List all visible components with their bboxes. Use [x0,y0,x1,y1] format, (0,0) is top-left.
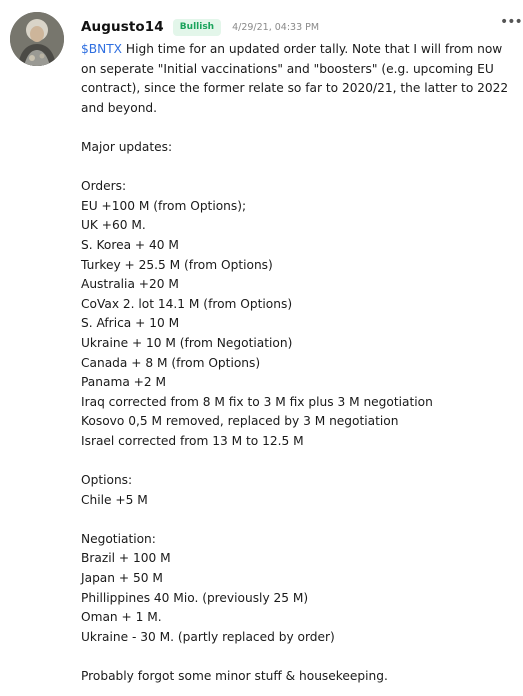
list-item: Ukraine + 10 M (from Negotiation) [81,335,293,350]
post-body [81,40,517,687]
list-item: Turkey + 25.5 M (from Options) [81,257,273,272]
list-item: Canada + 8 M (from Options) [81,355,261,370]
username[interactable]: Augusto14 [81,19,164,35]
list-item: Iraq corrected from 8 M fix to 3 M fix plus 3 M negotiation [81,394,433,409]
list-item: Japan + 50 M [81,571,163,586]
timestamp[interactable]: 4/29/21, 04:33 PM [232,21,320,33]
list-item: S. Africa + 10 M [81,316,180,331]
closing-text: Probably forgot some minor stuff & housekeeping. [81,669,388,683]
ellipsis-icon: ••• [500,14,522,30]
orders-heading: Orders: [81,179,127,194]
list-item: Oman + 1 M. [81,610,162,625]
more-options-button[interactable] [500,13,522,33]
avatar[interactable] [10,12,64,66]
cashtag-link[interactable]: $BNTX [81,42,123,56]
list-item: Phillippines 40 Mio. (previously 25 M) [81,590,309,605]
list-item: Chile +5 M [81,492,148,507]
intro-text: High time for an updated order tally. Note that I will from now on seperate "Initial vaccinations" and "boosters" (e.g. upcoming EU contract), since the former relate so far to 2020/21, the latter to 2022 and beyond. [81,42,509,115]
list-item: EU +100 M (from Options); [81,198,247,213]
sentiment-badge: Bullish [173,19,221,36]
list-item: Ukraine - 30 M. (partly replaced by order) [81,629,335,644]
orders-list [81,197,517,452]
major-updates-heading: Major updates: [81,139,173,154]
list-item: Australia +20 M [81,277,179,292]
list-item: S. Korea + 40 M [81,237,179,252]
avatar-portrait-icon [10,12,64,66]
list-item: Panama +2 M [81,375,167,390]
post-header [81,16,319,38]
list-item: UK +60 M. [81,218,146,233]
list-item: CoVax 2. lot 14.1 M (from Options) [81,296,293,311]
options-heading: Options: [81,473,133,488]
list-item: Kosovo 0,5 M removed, replaced by 3 M negotiation [81,414,399,429]
negotiation-list [81,549,517,647]
post-intro [81,40,517,118]
options-list [81,491,517,511]
list-item: Israel corrected from 13 M to 12.5 M [81,433,304,448]
negotiation-heading: Negotiation: [81,531,156,546]
list-item: Brazil + 100 M [81,551,171,566]
